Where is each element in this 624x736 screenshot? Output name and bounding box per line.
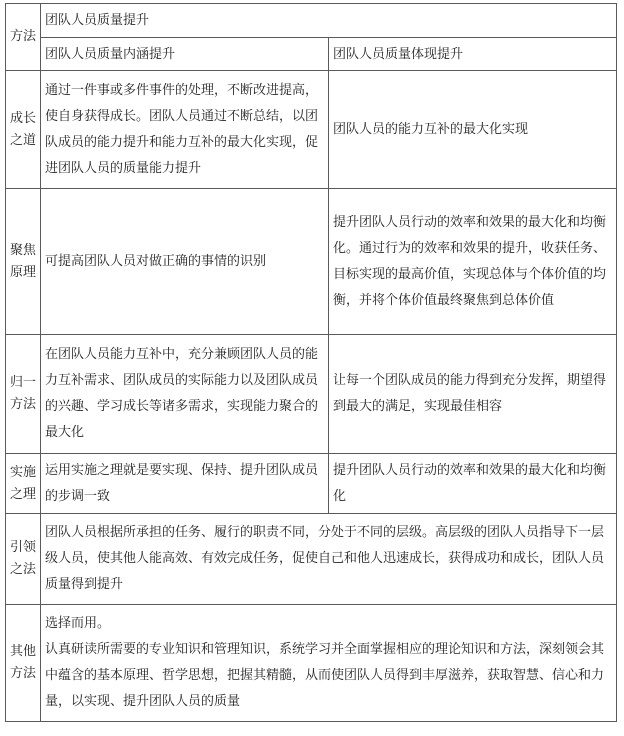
table-row: [6, 454, 617, 514]
lead-cell: 团队人员根据所承担的任务、履行的职责不同，分处于不同的层级。高层级的团队人员指导下一层级人员，使其他人能高效、有效完成任务，促使自己和他人迅速成长，获得成功和成长，团队人员质量得到提升: [41, 514, 617, 605]
row-label-growth: 成长之道: [6, 71, 41, 189]
row-label-other: 其他方法: [6, 605, 41, 722]
growth-outer-cell: 团队人员的能力互补的最大化实现: [329, 71, 617, 189]
table-row: [6, 189, 617, 335]
growth-inner-cell: 通过一件事或多件事件的处理，不断改进提高，使自身获得成长。团队人员通过不断总结，以团队成员的能力提升和能力互补的最大化实现，促进团队人员的质量能力提升: [41, 71, 329, 189]
focus-inner-cell: 可提高团队人员对做正确的事情的识别: [41, 189, 329, 335]
unify-outer-cell: 让每一个团队成员的能力得到充分发挥，期望得到最大的满足，实现最佳相容: [329, 335, 617, 454]
row-label-unify: 归一方法: [6, 335, 41, 454]
unify-inner-cell: 在团队人员能力互补中，充分兼顾团队人员的能力互补需求、团队成员的实际能力以及团队成员的兴趣、学习成长等诸多需求，实现能力聚合的最大化: [41, 335, 329, 454]
other-line-1: 选择而用。: [45, 616, 111, 631]
table-row: [6, 605, 617, 722]
col-header-outer: 团队人员质量体现提升: [329, 38, 617, 71]
table-row: [6, 38, 617, 71]
table-row: [6, 71, 617, 189]
row-label-focus: 聚焦原理: [6, 189, 41, 335]
row-label-lead: 引领之法: [6, 514, 41, 605]
table-row: [6, 4, 617, 38]
row-label-implement: 实施之理: [6, 454, 41, 514]
implement-outer-cell: 提升团队人员行动的效率和效果的最大化和均衡化: [329, 454, 617, 514]
table-row: [6, 514, 617, 605]
table-row: [6, 335, 617, 454]
other-line-2: 认真研读所需要的专业知识和管理知识，系统学习并全面掌握相应的理论知识和方法，深刻领会其中蕴含的基本原理、哲学思想，把握其精髓，从而使团队人员得到丰厚滋养，获取智慧、信心和力量，以实现、提升团队人员的质量: [45, 642, 605, 709]
topic-cell: 团队人员质量提升: [41, 4, 617, 38]
method-table: [5, 3, 617, 722]
method-label-cell: 方法: [6, 4, 41, 71]
implement-inner-cell: 运用实施之理就是要实现、保持、提升团队成员的步调一致: [41, 454, 329, 514]
focus-outer-cell: 提升团队人员行动的效率和效果的最大化和均衡化。通过行为的效率和效果的提升，收获任务、目标实现的最高价值，实现总体与个体价值的均衡，并将个体价值最终聚焦到总体价值: [329, 189, 617, 335]
other-cell: [41, 605, 617, 722]
col-header-inner: 团队人员质量内涵提升: [41, 38, 329, 71]
